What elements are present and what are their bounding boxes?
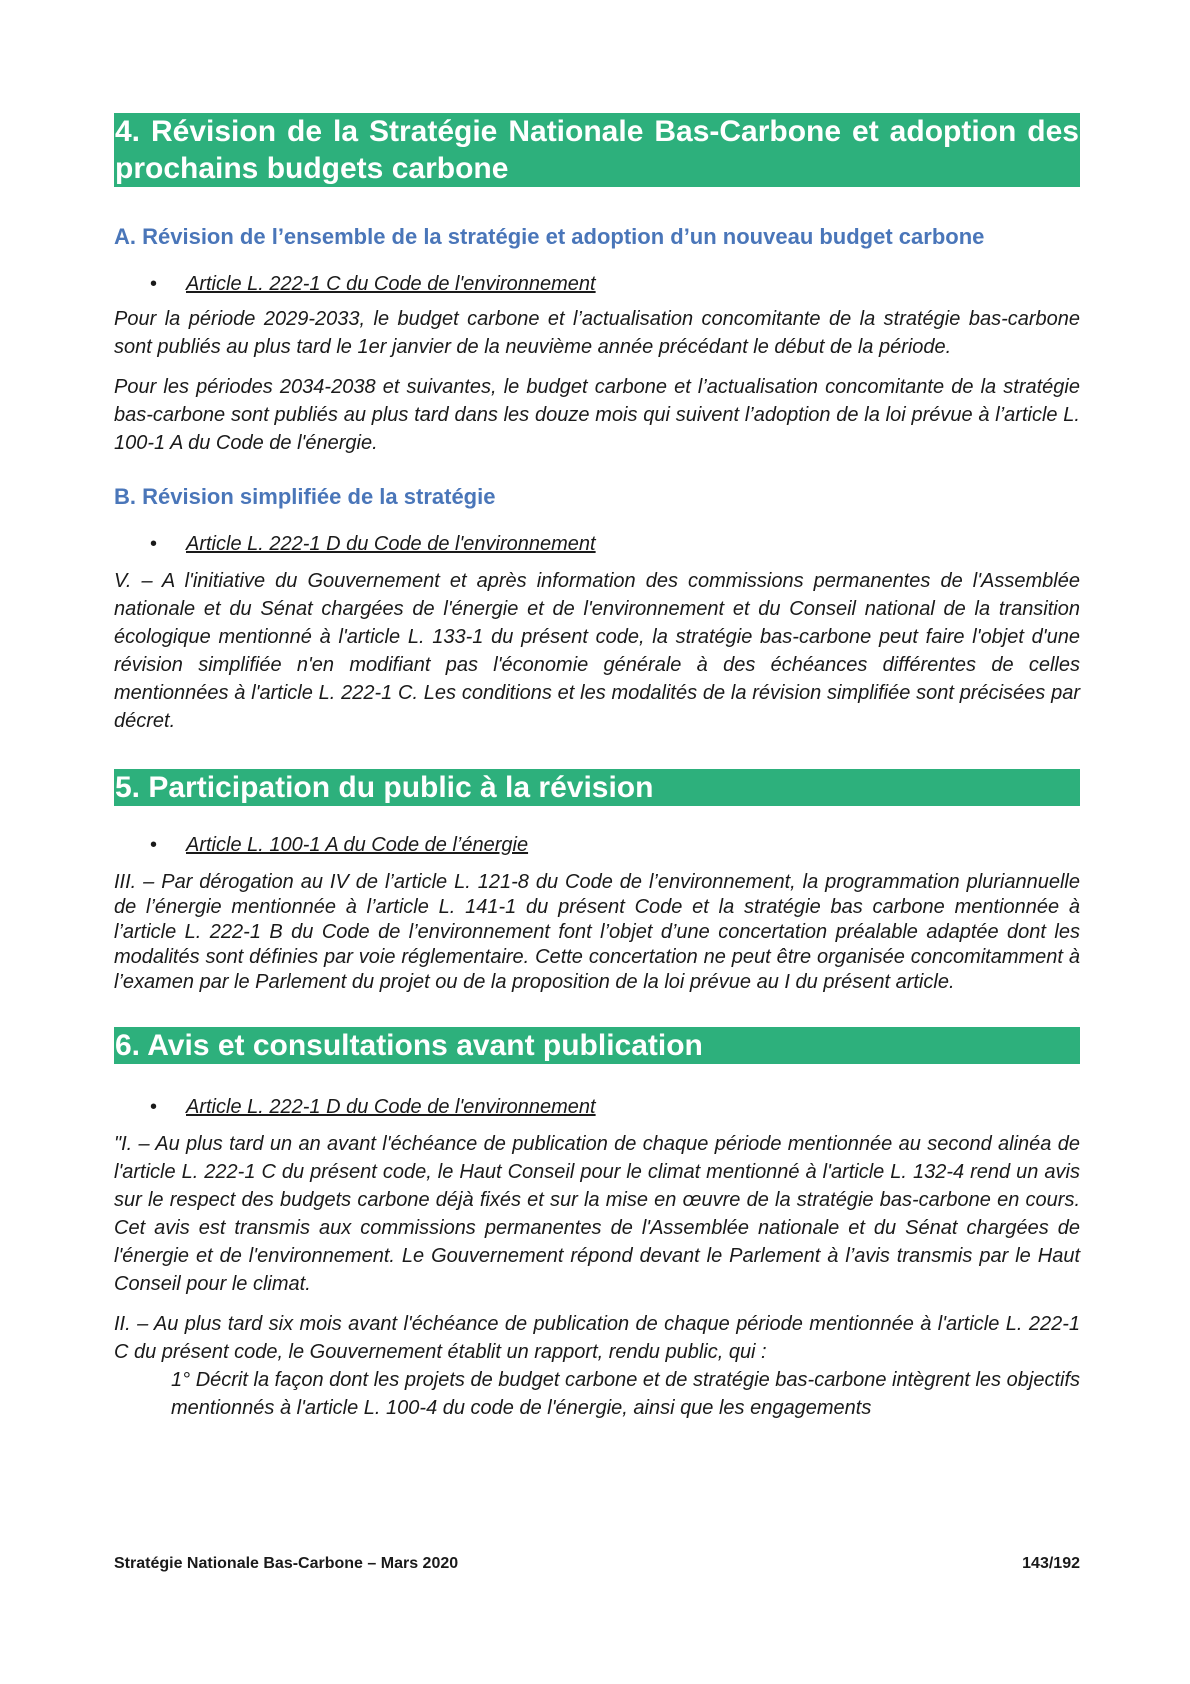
article-reference: Article L. 100-1 A du Code de l’énergie xyxy=(186,834,529,856)
page-number: 143/192 xyxy=(1022,1555,1080,1572)
subsection-a-heading: A. Révision de l’ensemble de la stratégie et adoption d’un nouveau budget carbone xyxy=(114,224,985,249)
paragraph: V. – A l'initiative du Gouvernement et après information des commissions permanentes de l'Assemblée nationale et du Sénat chargées de l'énergie et de l'environnement et du Conseil national de la transition écologique mentionné à l'article L. 133-1 du présent code, la stratégie bas-carbone peut faire l'objet d'une révision simplifiée n'en modifiant pas l'économie générale à des échéances différentes de celles mentionnées à l'article L. 222-1 C. Les conditions et les modalités de la révision simplifiée sont précisées par décret. xyxy=(114,570,1080,732)
paragraph: "I. – Au plus tard un an avant l'échéance de publication de chaque période mentionnée au second alinéa de l'article L. 222-1 C du présent code, le Haut Conseil pour le climat mentionné à l'article L. 132-4 rend un avis sur le respect des budgets carbone déjà fixés et sur la mise en œuvre de la stratégie bas-carbone en cours. Cet avis est transmis aux commissions permanentes de l'Assemblée nationale et du Sénat chargées de l'énergie et de l'environnement. Le Gouvernement répond devant le Parlement à l’avis transmis par le Haut Conseil pour le climat. xyxy=(114,1133,1080,1295)
article-reference: Article L. 222-1 D du Code de l'environnement xyxy=(186,1096,596,1118)
page-footer xyxy=(114,1554,1080,1574)
section-6-heading: 6. Avis et consultations avant publication xyxy=(114,1027,1080,1064)
page-content xyxy=(114,113,1080,1422)
section-5-heading: 5. Participation du public à la révision xyxy=(114,769,1080,806)
article-reference: Article L. 222-1 D du Code de l'environnement xyxy=(186,533,596,555)
article-reference-bullet xyxy=(114,1094,1080,1120)
footer-document-title: Stratégie Nationale Bas-Carbone – Mars 2020 xyxy=(114,1555,459,1572)
article-reference-bullet xyxy=(114,832,1080,858)
article-reference-bullet xyxy=(114,271,1080,297)
paragraph: Pour les périodes 2034-2038 et suivantes, le budget carbone et l’actualisation concomitante de la stratégie bas-carbone sont publiés au plus tard dans les douze mois qui suivent l’adoption de la loi prévue à l’article L. 100-1 A du Code de l'énergie. xyxy=(114,376,1080,454)
article-reference-bullet xyxy=(114,531,1080,557)
paragraph: III. – Par dérogation au IV de l’article L. 121-8 du Code de l’environnement, la programmation pluriannuelle de l’énergie mentionnée à l’article L. 141-1 du présent Code et la stratégie bas carbone mentionnée à l’article L. 222-1 B du Code de l’environnement font l’objet d’une concertation préalable adaptée dont les modalités sont définies par voie réglementaire. Cette concertation ne peut être organisée concomitamment à l’examen par le Parlement du projet ou de la proposition de la loi prévue au I du présent article. xyxy=(114,871,1080,993)
article-reference: Article L. 222-1 C du Code de l'environnement xyxy=(186,273,596,295)
paragraph: Pour la période 2029-2033, le budget carbone et l’actualisation concomitante de la stratégie bas-carbone sont publiés au plus tard le 1er janvier de la neuvième année précédant le début de la période. xyxy=(114,308,1080,358)
subsection-b-heading: B. Révision simplifiée de la stratégie xyxy=(114,484,496,509)
list-item: 1° Décrit la façon dont les projets de budget carbone et de stratégie bas-carbone intègrent les objectifs mentionnés à l'article L. 100-4 du code de l'énergie, ainsi que les engagements xyxy=(171,1369,1080,1419)
paragraph: II. – Au plus tard six mois avant l'échéance de publication de chaque période mentionnée à l'article L. 222-1 C du présent code, le Gouvernement établit un rapport, rendu public, qui : xyxy=(114,1313,1080,1363)
section-4-heading: 4. Révision de la Stratégie Nationale Bas-Carbone et adoption des prochains budgets carbone xyxy=(115,115,1079,185)
